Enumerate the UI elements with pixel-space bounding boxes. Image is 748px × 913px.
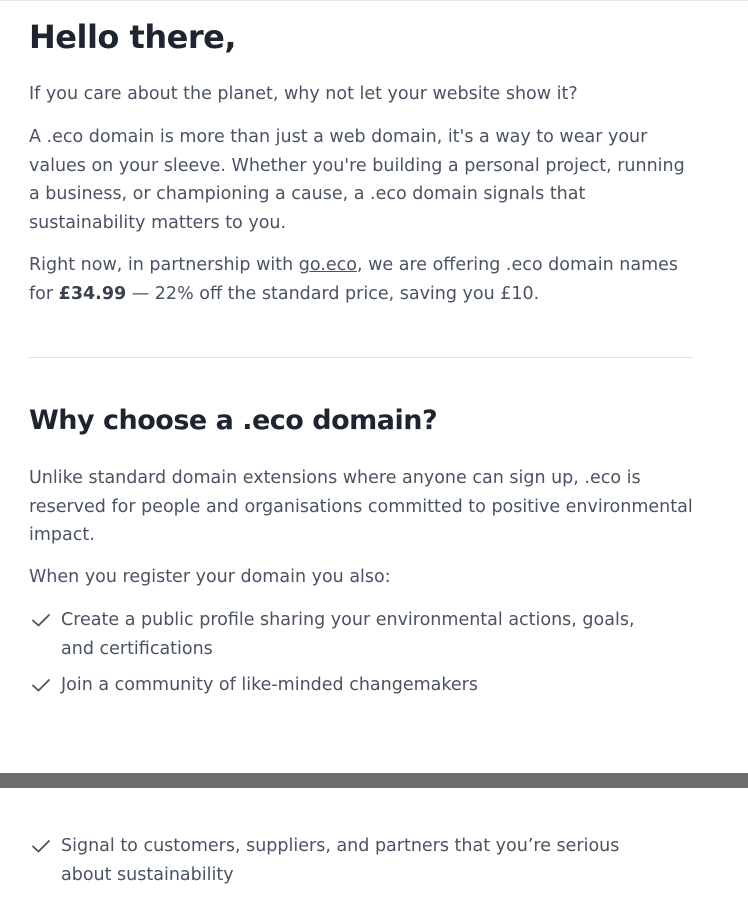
benefit-text: Create a public profile sharing your environmental actions, goals, and certifications xyxy=(61,610,635,659)
offer-suffix: — 22% off the standard price, saving you £10. xyxy=(126,283,540,304)
greeting-heading: Hello there, xyxy=(29,18,236,56)
why-heading: Why choose a .eco domain? xyxy=(29,405,438,436)
intro-paragraph: A .eco domain is more than just a web domain, it's a way to wear your values on your sleeve. Whether you're building a personal project, running a business, or championing a cause, a .eco domain signals that sustainability matters to you. xyxy=(29,127,685,233)
benefits-list xyxy=(29,606,693,708)
checkmark-icon xyxy=(31,677,51,693)
benefit-text: Join a community of like-minded changemakers xyxy=(61,675,478,695)
why-paragraph: Unlike standard domain extensions where anyone can sign up, .eco is reserved for people and organisations committed to positive environmental impact. xyxy=(29,468,693,545)
checkmark-icon xyxy=(31,612,51,628)
offer-middle: , we are offering .eco domain names for xyxy=(29,255,679,304)
intro-line: If you care about the planet, why not let your website show it? xyxy=(29,84,578,104)
offer-price: £34.99 xyxy=(58,283,127,304)
checkmark-icon xyxy=(31,838,51,854)
top-border xyxy=(0,0,748,1)
section-divider xyxy=(29,357,693,358)
go-eco-link[interactable]: go.eco xyxy=(298,255,357,275)
page-break-band xyxy=(0,773,748,788)
benefits-list-continued xyxy=(29,832,693,897)
list-item xyxy=(29,606,693,663)
offer-paragraph xyxy=(29,251,693,308)
register-intro: When you register your domain you also: xyxy=(29,567,391,587)
offer-prefix: Right now, in partnership with xyxy=(29,255,299,275)
list-item xyxy=(29,671,693,700)
benefit-text: Signal to customers, suppliers, and partners that you’re serious about sustainability xyxy=(61,836,620,885)
list-item xyxy=(29,832,693,889)
